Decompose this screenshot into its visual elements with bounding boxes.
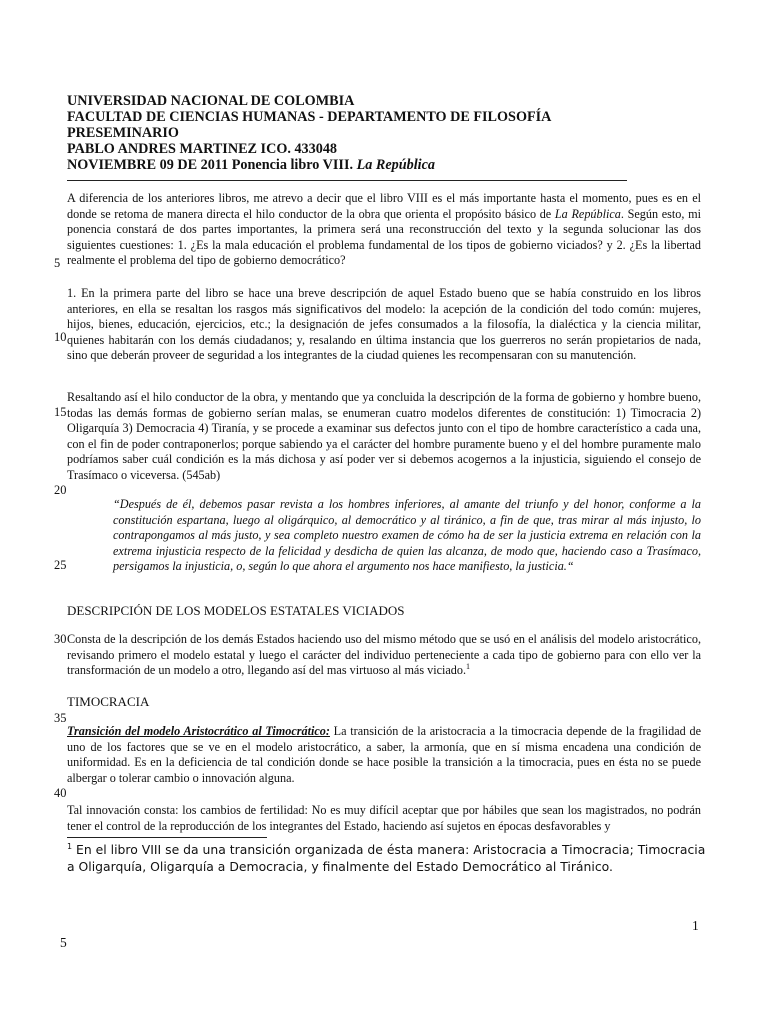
footnote-text: En el libro VIII se da una transición organizada de ésta manera: Aristocracia a Timocracia; Timocracia a Oligarquía, Oligarquía a Democracia, y finalmente del Estado Democrático al Tiránico. bbox=[67, 842, 706, 874]
date-title-prefix: NOVIEMBRE 09 DE 2011 Ponencia libro VIII. bbox=[67, 157, 357, 173]
line-number: 15 bbox=[54, 405, 67, 419]
footnote-rule bbox=[67, 837, 267, 838]
author-line: PABLO ANDRES MARTINEZ ICO. 433048 bbox=[67, 141, 338, 157]
line-number: 30 bbox=[54, 632, 67, 646]
intro-paragraph bbox=[67, 191, 701, 269]
models-paragraph bbox=[67, 632, 701, 679]
footnote-mark: 1 bbox=[67, 841, 73, 851]
models-text: Consta de la descripción de los demás Estados haciendo uso del mismo método que se usó en el análisis del modelo aristocrático, revisando primero el modelo estatal y luego el carácter del individuo perteneciente a cada tipo de gobierno para con ello ver la transformación de un modelo a otro, llegando así del mas virtuoso al más viciado. bbox=[67, 632, 701, 678]
line-number: 40 bbox=[54, 786, 67, 800]
innovacion-paragraph: Tal innovación consta: los cambios de fertilidad: No es muy difícil aceptar que por hábiles que sean los magistrados, no podrán tener el control de la reproducción de los integrantes del Estado, haciendo así sujetos en épocas desfavorables y bbox=[67, 803, 701, 833]
line-number: 10 bbox=[54, 330, 67, 344]
line-number: 25 bbox=[54, 558, 67, 572]
line-number: 5 bbox=[54, 256, 61, 270]
footnote-reference: 1 bbox=[466, 662, 471, 672]
intro-italic-title: La República bbox=[554, 206, 621, 221]
line-number: 20 bbox=[54, 483, 67, 497]
university-name: UNIVERSIDAD NACIONAL DE COLOMBIA bbox=[67, 93, 355, 109]
course-name: PRESEMINARIO bbox=[67, 125, 179, 141]
timocracia-text: La transición de la aristocracia a la timocracia depende de la fragilidad de uno de los factores que se ve en el modelo aristocrático, a saber, la armonía, que en sí misma encadena una condición de uniformidad. Es en la deficiencia de tal condición donde se hace posible la transición a la timocracia, pues en ésta no se puede albergar o tolerar cambio o innovación alguna. bbox=[67, 724, 701, 785]
document-header bbox=[67, 93, 667, 173]
intro-text-b: . Según esto, mi ponencia constará de dos partes importantes, la primera será una reconstrucción del texto y la segunda solucionar las dos siguientes cuestiones: 1. ¿Es la mala educación el problema fundamental de los tipos de gobierno viciados? y 2. ¿Es la libertad realmente el problema del tipo de gobierno democrático? bbox=[67, 206, 701, 268]
date-title-line bbox=[67, 157, 667, 173]
block-quote: “Después de él, debemos pasar revista a los hombres inferiores, al amante del triunfo y del honor, conforme a la constitución espartana, luego al oligárquico, al democrático y al tiránico, a fin de que, tras mirar al más injusto, lo contrapongamos al más justo, y sea completo nuestro examen de cómo ha de ser la justicia extrema en relación con la extrema injusticia respecto de la felicidad y desdicha de quien las alcanza, de modo que, haciendo caso a Trasímaco, persigamos la injusticia, o, según lo que ahora el argumento nos hace manifiesto, la justicia.“ bbox=[113, 497, 701, 574]
part-one-paragraph: 1. En la primera parte del libro se hace una breve descripción de aquel Estado bueno que se había construido en los libros anteriores, en ella se resaltan los rasgos más significativos del modelo: la acepción de la condición del todo común: mujeres, hijos, bienes, educación, ejercicios, etc.; la designación de jefes consumados a la filosofía, la dialéctica y la ciencia militar, quienes habitarán con los demás ciudadanos; y, resalando en última instancia que los guerreros no serán propietarios de nada, sino que deberán proveer de seguridad a los integrantes de la ciudad quienes les recompensaran con su manutención. bbox=[67, 286, 701, 363]
book-title: La República bbox=[356, 157, 435, 173]
page-number: 1 bbox=[692, 918, 699, 933]
timocracia-paragraph bbox=[67, 724, 701, 786]
faculty-name: FACULTAD DE CIENCIAS HUMANAS - DEPARTAMENTO DE FILOSOFÍA bbox=[67, 109, 552, 125]
bottom-line-number: 5 bbox=[60, 935, 67, 950]
footnote bbox=[67, 842, 707, 875]
header-rule bbox=[67, 180, 627, 181]
timocracia-subheading: Transición del modelo Aristocrático al Timocrático: bbox=[67, 724, 330, 738]
intro-text-a: A diferencia de los anteriores libros, me atrevo a decir que el libro VIII es el más importante hasta el momento, pues es en el donde se retoma de manera directa el hilo conductor de la obra que orienta el propósito básico de bbox=[67, 191, 701, 221]
section-heading-timocracia: TIMOCRACIA bbox=[67, 694, 150, 709]
part-two-paragraph: Resaltando así el hilo conductor de la obra, y mentando que ya concluida la descripción de la forma de gobierno y hombre bueno, todas las demás formas de gobierno serían malas, se enumeran cuatro modelos diferentes de constitución: 1) Timocracia 2) Oligarquía 3) Democracia 4) Tiranía, y se procede a examinar sus defectos junto con el tipo de hombre característico a cada una, con el fin de poder contraponerlos; porque sabiendo ya el carácter del hombre puramente bueno y el del hombre puramente malo podríamos saber cuál condición es la más dichosa y así poder ver si debemos acogernos a la injusticia, siguiendo el consejo de Trasímaco o viceversa. (545ab) bbox=[67, 390, 701, 482]
section-heading-models: DESCRIPCIÓN DE LOS MODELOS ESTATALES VICIADOS bbox=[67, 603, 405, 618]
line-number: 35 bbox=[54, 711, 67, 725]
